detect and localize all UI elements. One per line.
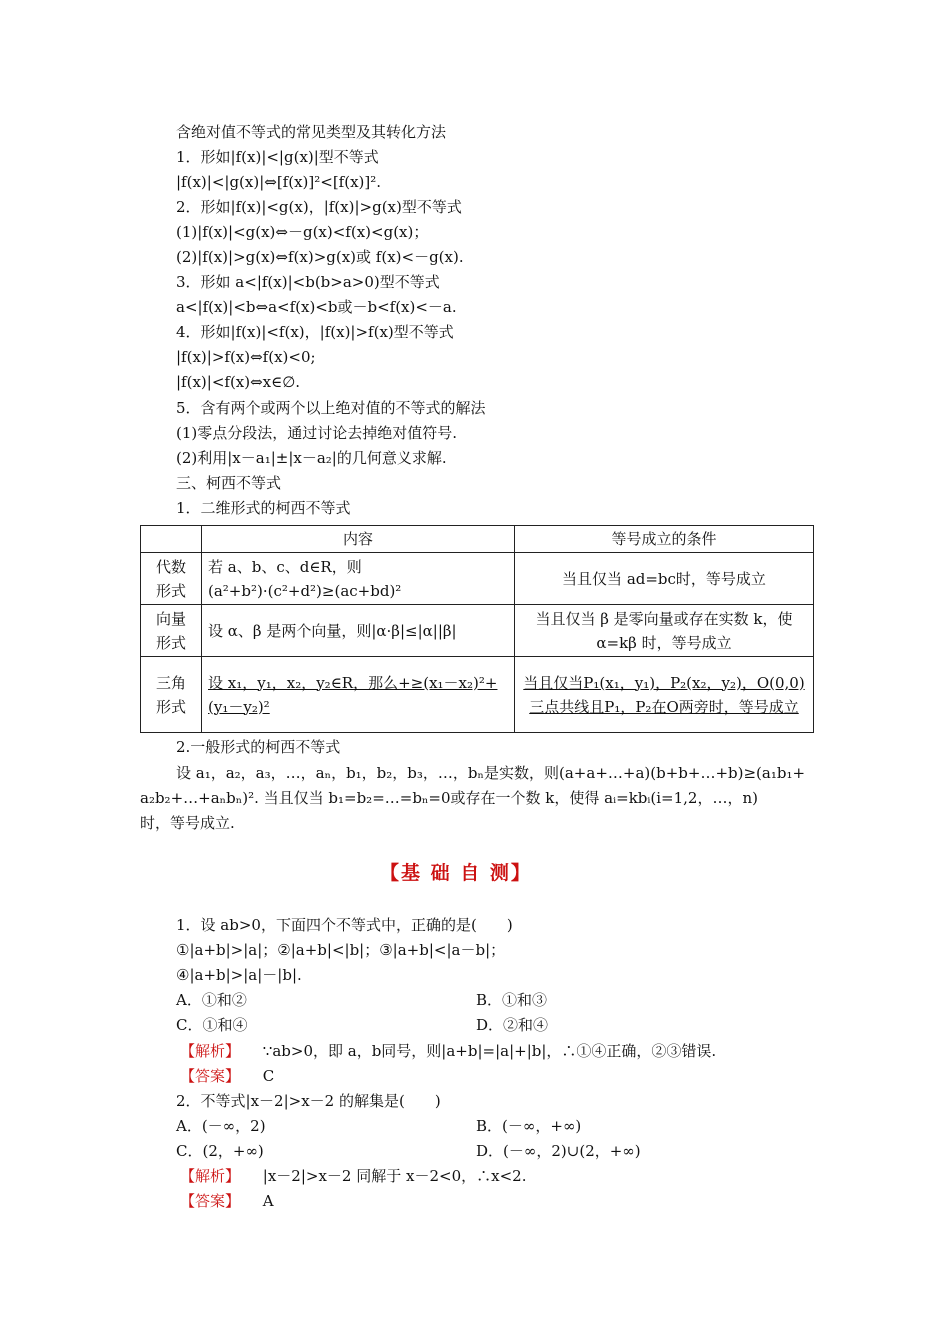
q1-items: ①|a+b|>|a|；②|a+b|<|b|；③|a+b|<|a－b|； xyxy=(176,941,506,959)
text-line: a<|f(x)|<b⇔a<f(x)<b或－b<f(x)<－a. xyxy=(176,298,457,316)
q2-option-c: C．(2，+∞) xyxy=(176,1142,264,1160)
text-line: 1．形如|f(x)|<|g(x)|型不等式 xyxy=(176,148,379,166)
q1-option-c: C．①和④ xyxy=(176,1016,248,1034)
table-header-row xyxy=(141,526,814,553)
q1-option-a: A．①和② xyxy=(176,991,247,1009)
table-header-cell: 内容 xyxy=(202,526,515,553)
row-condition-cell: 当且仅当P₁(x₁，y₁)，P₂(x₂，y₂)，O(0,0)三点共线且P₁，P₂在O两旁时，等号成立 xyxy=(515,657,814,733)
text-line: 1．二维形式的柯西不等式 xyxy=(176,499,351,517)
text-line: (2)|f(x)|>g(x)⇔f(x)>g(x)或 f(x)<－g(x). xyxy=(176,248,464,266)
section-title: 【基 础 自 测】 xyxy=(380,862,532,884)
analysis-tag: 【解析】 xyxy=(180,1042,241,1060)
general-title: 2.一般形式的柯西不等式 xyxy=(176,738,341,756)
q2-analysis xyxy=(180,1166,526,1186)
answer-tag: 【答案】 xyxy=(180,1192,241,1210)
q1-items: ④|a+b|>|a|－|b|. xyxy=(176,966,302,984)
general-line: a₂b₂+…+aₙbₙ)². 当且仅当 b₁=b₂=…=bₙ=0或存在一个数 k，使得 aᵢ=kbᵢ(i=1,2，…，n) xyxy=(140,789,758,807)
analysis-text: |x－2|>x－2 同解于 x－2<0，∴x<2. xyxy=(262,1167,527,1185)
answer-text: A xyxy=(262,1192,274,1210)
answer-text: C xyxy=(262,1067,275,1085)
q1-stem: 1．设 ab>0，下面四个不等式中，正确的是( ) xyxy=(176,916,513,934)
text-line: |f(x)|<f(x)⇔x∈∅. xyxy=(176,373,301,391)
q2-option-a: A．(－∞，2) xyxy=(176,1117,266,1135)
row-content-cell: 若 a、b、c、d∈R，则(a²+b²)·(c²+d²)≥(ac+bd)² xyxy=(202,553,515,605)
general-line: 时，等号成立. xyxy=(140,814,235,832)
analysis-tag: 【解析】 xyxy=(180,1167,241,1185)
table-row xyxy=(141,605,814,657)
text-line: (1)零点分段法，通过讨论去掉绝对值符号. xyxy=(176,424,458,442)
q2-stem: 2．不等式|x－2|>x－2 的解集是( ) xyxy=(176,1092,441,1110)
row-content-cell: 设 α、β 是两个向量，则|α·β|≤|α||β| xyxy=(202,605,515,657)
analysis-text: ∵ab>0，即 a，b同号，则|a+b|=|a|+|b|，∴①④正确，②③错误. xyxy=(262,1042,717,1060)
row-condition-cell: 当且仅当 β 是零向量或存在实数 k，使α=kβ 时，等号成立 xyxy=(515,605,814,657)
row-content-cell: 设 x₁，y₁，x₂，y₂∈R，那么+≥(x₁－x₂)²+(y₁－y₂)² xyxy=(202,657,515,733)
heading: 含绝对值不等式的常见类型及其转化方法 xyxy=(176,123,447,141)
q2-option-b: B．(－∞，+∞) xyxy=(476,1117,582,1135)
text-line: |f(x)|>f(x)⇔f(x)<0; xyxy=(176,348,316,366)
text-line: (1)|f(x)|<g(x)⇔－g(x)<f(x)<g(x)； xyxy=(176,223,429,241)
table-header-cell xyxy=(141,526,202,553)
text-line: |f(x)|<|g(x)|⇔[f(x)]²<[f(x)]². xyxy=(176,173,382,191)
table-row xyxy=(141,657,814,733)
text-line: (2)利用|x－a₁|±|x－a₂|的几何意义求解. xyxy=(176,449,447,467)
text-line: 3．形如 a<|f(x)|<b(b>a>0)型不等式 xyxy=(176,273,440,291)
text-line: 4．形如|f(x)|<f(x)，|f(x)|>f(x)型不等式 xyxy=(176,323,454,341)
row-name-cell: 三角 形式 xyxy=(141,657,202,733)
q2-answer xyxy=(180,1191,274,1211)
row-condition-cell: 当且仅当 ad=bc时，等号成立 xyxy=(515,553,814,605)
q1-option-d: D．②和④ xyxy=(476,1016,549,1034)
row-name-cell: 代数 形式 xyxy=(141,553,202,605)
section-heading: 三、柯西不等式 xyxy=(176,474,282,492)
q1-analysis xyxy=(180,1041,716,1061)
answer-tag: 【答案】 xyxy=(180,1067,241,1085)
table-row xyxy=(141,553,814,605)
text-line: 5．含有两个或两个以上绝对值的不等式的解法 xyxy=(176,399,486,417)
row-name-cell: 向量 形式 xyxy=(141,605,202,657)
q1-option-b: B．①和③ xyxy=(476,991,548,1009)
q2-option-d: D．(－∞，2)∪(2，+∞) xyxy=(476,1142,641,1160)
general-line: 设 a₁，a₂，a₃，…，aₙ，b₁，b₂，b₃，…，bₙ是实数，则(a+a+…+a)(b+b+…+b)≥(a₁b₁+ xyxy=(176,764,806,782)
q1-answer xyxy=(180,1066,274,1086)
table-header-cell: 等号成立的条件 xyxy=(515,526,814,553)
cauchy-table xyxy=(140,525,814,733)
text-line: 2．形如|f(x)|<g(x)，|f(x)|>g(x)型不等式 xyxy=(176,198,462,216)
